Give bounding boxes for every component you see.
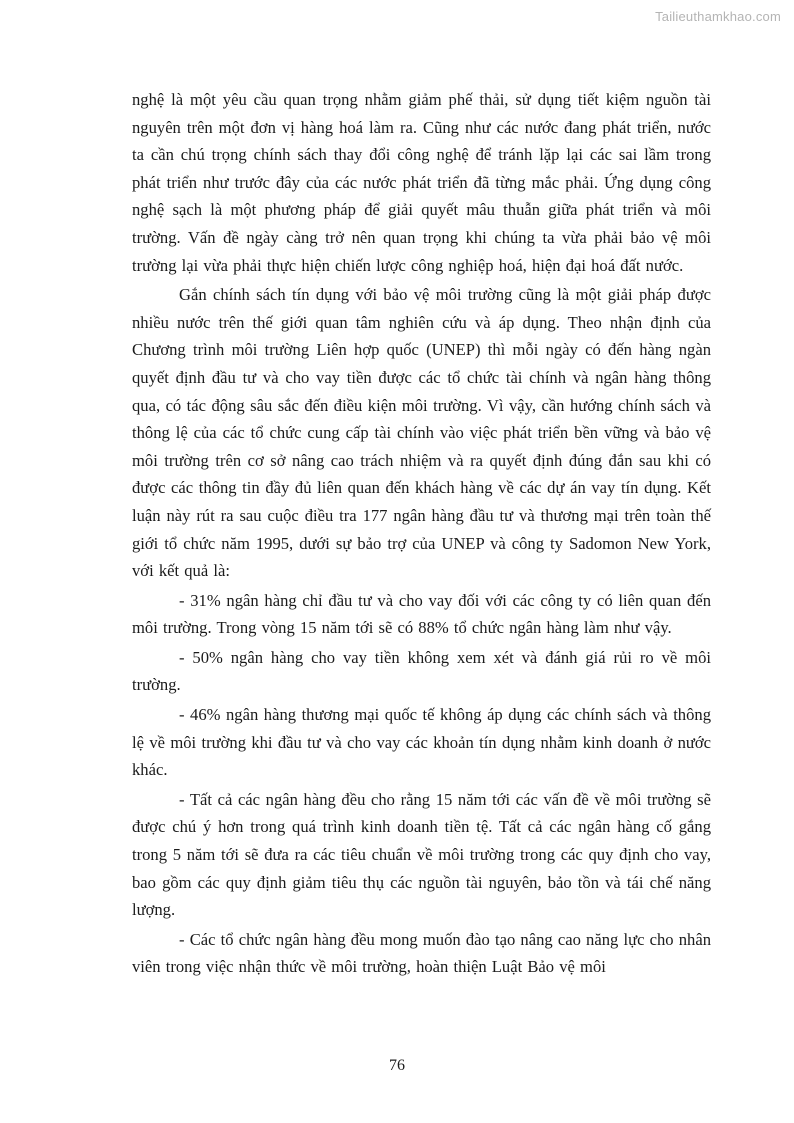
paragraph: - Các tổ chức ngân hàng đều mong muốn đào tạo nâng cao năng lực cho nhân viên trong việc nhận thức về môi trường, hoàn thiện Luật Bảo vệ môi — [132, 929, 711, 977]
paragraph: - 50% ngân hàng cho vay tiền không xem xét và đánh giá rủi ro về môi trường. — [132, 647, 711, 695]
paragraph: Gắn chính sách tín dụng với bảo vệ môi trường cũng là một giải pháp được nhiều nước trên thế giới quan tâm nghiên cứu và áp dụng. Theo nhận định của Chương trình môi trường Liên hợp quốc (UNEP) thì mỗi ngày có đến hàng ngàn quyết định đầu tư và cho vay tiền được các tổ chức tài chính và ngân hàng thông qua, có tác động sâu sắc đến điều kiện môi trường. Vì vậy, cần hướng chính sách và thông lệ của các tổ chức cung cấp tài chính vào việc phát triển bền vững và bảo vệ môi trường trên cơ sở nâng cao trách nhiệm và ra quyết định đúng đắn sau khi có được các thông tin đầy đủ liên quan đến khách hàng về các dự án vay tín dụng. Kết luận này rút ra sau cuộc điều tra 177 ngân hàng đầu tư và thương mại trên toàn thế giới tổ chức năm 1995, dưới sự bảo trợ của UNEP và công ty Sadomon New York, với kết quả là: — [132, 285, 711, 581]
content — [132, 86, 711, 983]
watermark: Tailieuthamkhao.com — [655, 9, 781, 24]
paragraph: nghệ là một yêu cầu quan trọng nhằm giảm phế thải, sử dụng tiết kiệm nguồn tài nguyên trên một đơn vị hàng hoá làm ra. Cũng như các nước đang phát triển, nước ta cần chú trọng chính sách thay đổi công nghệ để tránh lặp lại các sai lầm trong phát triển như trước đây của các nước phát triển đã từng mắc phải. Ứng dụng công nghệ sạch là một phương pháp để giải quyết mâu thuẫn giữa phát triển và môi trường. Vấn đề ngày càng trở nên quan trọng khi chúng ta vừa phải bảo vệ môi trường lại vừa phải thực hiện chiến lược công nghiệp hoá, hiện đại hoá đất nước. — [132, 90, 711, 275]
paragraph: - 46% ngân hàng thương mại quốc tế không áp dụng các chính sách và thông lệ về môi trường khi đầu tư và cho vay các khoản tín dụng nhằm kinh doanh ở nước khác. — [132, 705, 711, 780]
page-number: 76 — [389, 1057, 405, 1074]
paragraph: - Tất cả các ngân hàng đều cho rằng 15 năm tới các vấn đề về môi trường sẽ được chú ý hơn trong quá trình kinh doanh tiền tệ. Tất cả các ngân hàng cố gắng trong 5 năm tới sẽ đưa ra các tiêu chuẩn về môi trường trong các quy định cho vay, bao gồm các quy định giảm tiêu thụ các nguồn tài nguyên, bảo tồn và tái chế năng lượng. — [132, 789, 711, 920]
paragraph: - 31% ngân hàng chỉ đầu tư và cho vay đối với các công ty có liên quan đến môi trường. Trong vòng 15 năm tới sẽ có 88% tổ chức ngân hàng làm như vậy. — [132, 590, 711, 638]
